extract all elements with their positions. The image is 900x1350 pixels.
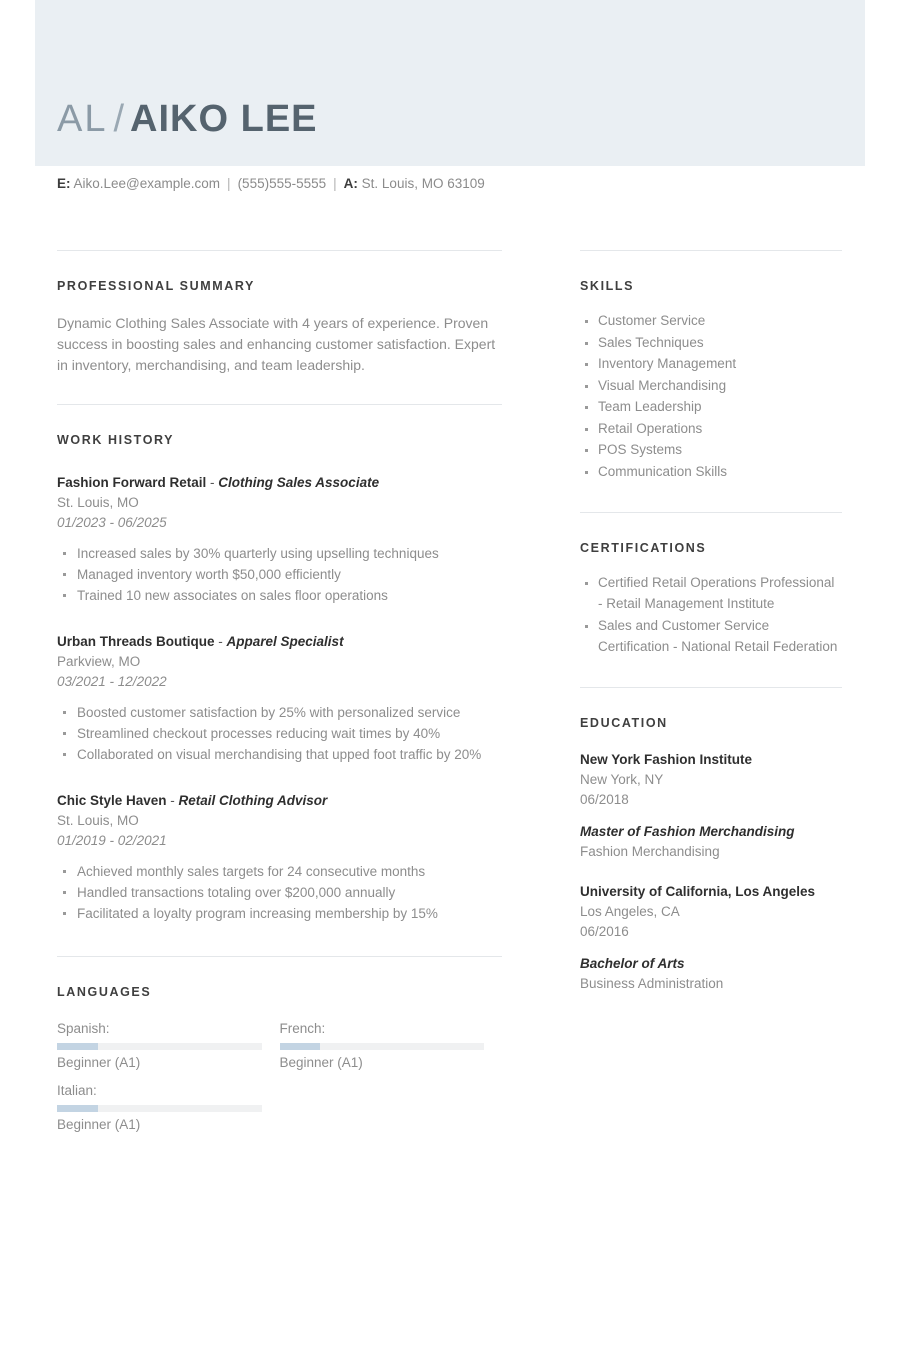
contact-separator-2: | xyxy=(333,176,337,191)
education-school: New York Fashion Institute xyxy=(580,752,753,767)
language-proficiency-bar xyxy=(280,1043,485,1050)
education-entry xyxy=(580,750,842,862)
job-company: Fashion Forward Retail xyxy=(57,475,207,490)
professional-summary-text: Dynamic Clothing Sales Associate with 4 years of experience. Proven success in boosting sales and enhancing customer satisfaction. Expert in inventory, merchandising, and team leadership. xyxy=(57,315,496,373)
job-dates: 01/2023 - 06/2025 xyxy=(57,515,167,530)
page-title xyxy=(57,96,318,142)
job-bullet: Managed inventory worth $50,000 efficiently xyxy=(57,564,502,585)
work-history-entry xyxy=(57,632,502,765)
job-role: Clothing Sales Associate xyxy=(218,475,380,490)
job-bullet-list xyxy=(57,543,502,606)
language-level: Beginner (A1) xyxy=(57,1117,141,1132)
job-bullet: Boosted customer satisfaction by 25% with personalized service xyxy=(57,702,502,723)
skill-item: Inventory Management xyxy=(580,354,842,375)
job-dash: - xyxy=(206,475,219,490)
job-bullet: Handled transactions totaling over $200,000 annually xyxy=(57,882,502,903)
certifications-list xyxy=(580,573,842,657)
divider xyxy=(57,250,502,251)
left-column xyxy=(57,250,502,1143)
language-level: Beginner (A1) xyxy=(279,1055,363,1070)
section-title-certifications: CERTIFICATIONS xyxy=(580,541,707,555)
skill-item: Communication Skills xyxy=(580,462,842,483)
job-heading xyxy=(57,473,502,493)
skill-item: Visual Merchandising xyxy=(580,376,842,397)
education-field: Fashion Merchandising xyxy=(580,844,720,859)
contact-line xyxy=(57,176,485,191)
education-school: University of California, Los Angeles xyxy=(580,884,816,899)
job-dash: - xyxy=(214,634,227,649)
language-item xyxy=(57,1081,280,1135)
email-label: E: xyxy=(57,176,71,191)
job-bullet: Streamlined checkout processes reducing wait times by 40% xyxy=(57,723,502,744)
job-location: St. Louis, MO xyxy=(57,495,139,510)
job-bullet: Trained 10 new associates on sales floor operations xyxy=(57,585,502,606)
work-history-list xyxy=(57,473,502,924)
address-label: A: xyxy=(343,176,358,191)
job-location: St. Louis, MO xyxy=(57,813,139,828)
language-name: Italian: xyxy=(57,1083,97,1098)
languages-list xyxy=(57,1019,502,1143)
skills-list xyxy=(580,311,842,482)
language-level: Beginner (A1) xyxy=(57,1055,141,1070)
job-dates: 01/2019 - 02/2021 xyxy=(57,833,167,848)
language-item xyxy=(57,1019,280,1073)
divider xyxy=(57,404,502,405)
divider xyxy=(580,250,842,251)
skill-item: Team Leadership xyxy=(580,397,842,418)
education-location: New York, NY xyxy=(580,772,664,787)
education-entry xyxy=(580,882,842,994)
job-role: Retail Clothing Advisor xyxy=(178,793,328,808)
certification-item: Certified Retail Operations Professional - Retail Management Institute xyxy=(580,573,842,614)
name-initials: AL xyxy=(57,98,108,140)
work-history-entry xyxy=(57,473,502,606)
education-degree: Bachelor of Arts xyxy=(580,956,685,971)
work-history-entry xyxy=(57,791,502,924)
contact-separator-1: | xyxy=(227,176,231,191)
education-date: 06/2018 xyxy=(580,792,629,807)
job-dates: 03/2021 - 12/2022 xyxy=(57,674,167,689)
education-location: Los Angeles, CA xyxy=(580,904,680,919)
education-field: Business Administration xyxy=(580,976,724,991)
section-title-skills: SKILLS xyxy=(580,279,635,293)
education-date: 06/2016 xyxy=(580,924,629,939)
job-heading xyxy=(57,791,502,811)
section-title-professional-summary: PROFESSIONAL SUMMARY xyxy=(57,279,255,293)
job-bullet: Facilitated a loyalty program increasing membership by 15% xyxy=(57,903,502,924)
language-name: French: xyxy=(279,1021,326,1036)
job-dash: - xyxy=(166,793,179,808)
section-title-languages: LANGUAGES xyxy=(57,985,152,999)
email-value: Aiko.Lee@example.com xyxy=(73,176,221,191)
address-value: St. Louis, MO 63109 xyxy=(361,176,485,191)
phone-value: (555)555-5555 xyxy=(237,176,327,191)
section-title-education: EDUCATION xyxy=(580,716,668,730)
divider xyxy=(57,956,502,957)
job-location: Parkview, MO xyxy=(57,654,141,669)
skill-item: Sales Techniques xyxy=(580,333,842,354)
certification-item: Sales and Customer Service Certification - National Retail Federation xyxy=(580,616,842,657)
name-separator: / xyxy=(113,98,125,140)
section-title-work-history: WORK HISTORY xyxy=(57,433,175,447)
education-list xyxy=(580,750,842,994)
skill-item: Retail Operations xyxy=(580,419,842,440)
name-full: AIKO LEE xyxy=(130,98,318,140)
skill-item: Customer Service xyxy=(580,311,842,332)
language-proficiency-bar xyxy=(57,1105,262,1112)
language-proficiency-bar xyxy=(57,1043,262,1050)
job-bullet-list xyxy=(57,861,502,924)
language-proficiency-bar-fill xyxy=(280,1043,321,1050)
language-item xyxy=(280,1019,503,1073)
job-role: Apparel Specialist xyxy=(226,634,344,649)
divider xyxy=(580,512,842,513)
language-name: Spanish: xyxy=(57,1021,110,1036)
job-company: Urban Threads Boutique xyxy=(57,634,215,649)
divider xyxy=(580,687,842,688)
job-bullet-list xyxy=(57,702,502,765)
language-proficiency-bar-fill xyxy=(57,1105,98,1112)
language-proficiency-bar-fill xyxy=(57,1043,98,1050)
job-company: Chic Style Haven xyxy=(57,793,167,808)
job-heading xyxy=(57,632,502,652)
job-bullet: Increased sales by 30% quarterly using upselling techniques xyxy=(57,543,502,564)
right-column xyxy=(580,250,842,994)
job-bullet: Achieved monthly sales targets for 24 consecutive months xyxy=(57,861,502,882)
skill-item: POS Systems xyxy=(580,440,842,461)
job-bullet: Collaborated on visual merchandising that upped foot traffic by 20% xyxy=(57,744,502,765)
education-degree: Master of Fashion Merchandising xyxy=(580,824,795,839)
